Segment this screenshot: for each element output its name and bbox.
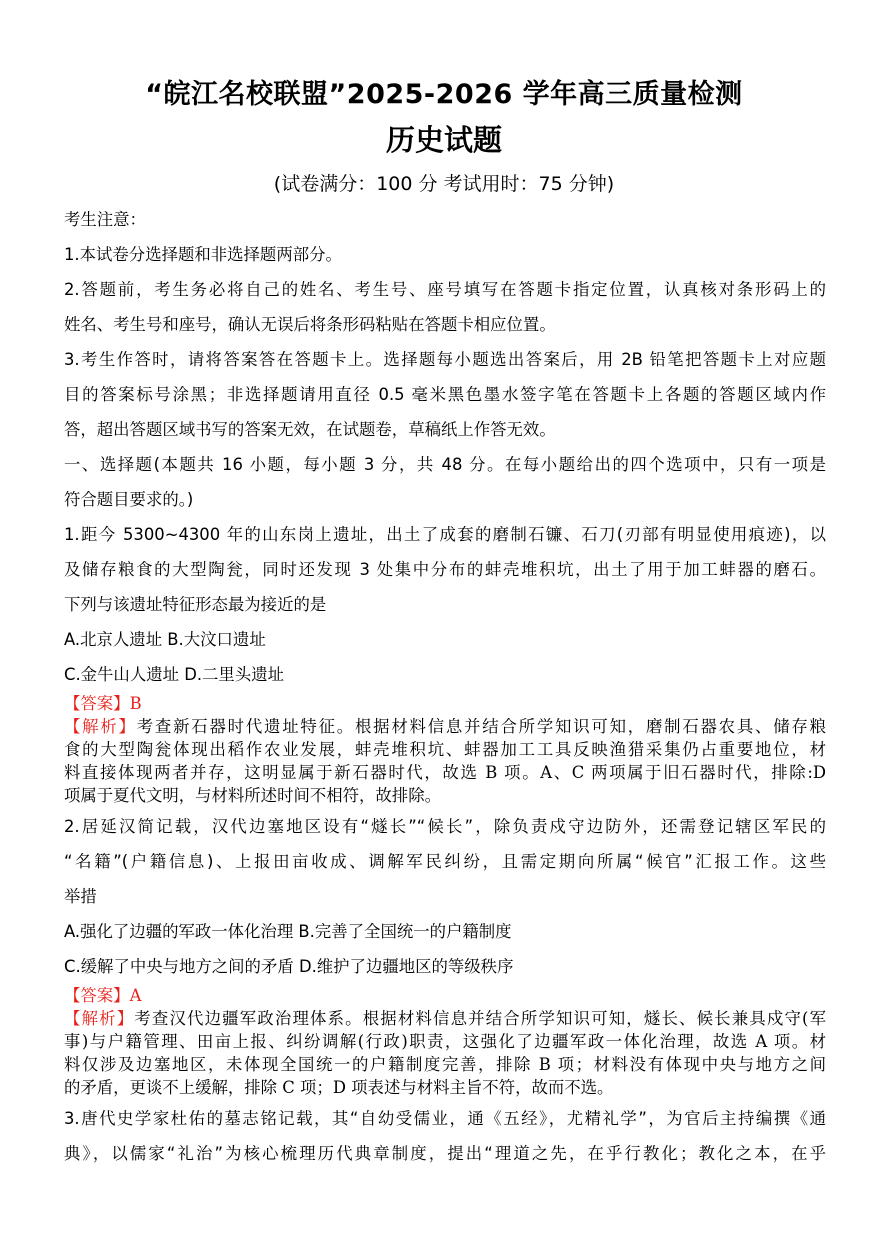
question-stem: 2.居延汉简记载，汉代边塞地区设有“燧长”“候长”，除负责戍守边防外，还需登记辖区军民的: [64, 817, 826, 836]
analysis-line: 的矛盾，更谈不上缓解，排除 C 项；D 项表述与材料主旨不符，故而不选。: [64, 1078, 614, 1097]
question-stem: 1.距今 5300~4300 年的山东岗上遗址，出土了成套的磨制石镰、石刀(刃部有明显使用痕迹)，以: [64, 525, 826, 544]
answer-label: 【答案】: [64, 694, 130, 713]
notice-line: 答，超出答题区域书写的答案无效，在试题卷，草稿纸上作答无效。: [64, 420, 556, 439]
question-options: C.缓解了中央与地方之间的矛盾 D.维护了边疆地区的等级秩序: [64, 957, 514, 976]
question-stem: 下列与该遗址特征形态最为接近的是: [64, 595, 327, 614]
analysis-text: 考查汉代边疆军政治理体系。根据材料信息并结合所学知识可知，燧长、候长兼具戍守(军: [134, 1009, 826, 1028]
question-stem: 3.唐代史学家杜佑的墓志铭记载，其“自幼受儒业，通《五经》，尤精礼学”，为官后主持编撰《通: [64, 1109, 826, 1128]
notice-line: 3.考生作答时，请将答案答在答题卡上。选择题每小题选出答案后，用 2B 铅笔把答题卡上对应题: [64, 350, 826, 369]
exam-title: “皖江名校联盟”2025-2026 学年高三质量检测: [145, 79, 743, 110]
answer-block: [64, 692, 826, 807]
answer-value: A: [129, 986, 142, 1005]
subject-title: 历史试题: [385, 123, 502, 157]
notice-line: 2.答题前，考生务必将自己的姓名、考生号、座号填写在答题卡指定位置，认真核对条形码上的: [64, 280, 826, 299]
exam-meta: (试卷满分：100 分 考试用时：75 分钟): [273, 173, 615, 195]
analysis-line: 食的大型陶瓮体现出稻作农业发展，蚌壳堆积坑、蚌器加工工具反映渔猎采集仍占重要地位，材: [64, 740, 826, 759]
question-options: A.强化了边疆的军政一体化治理 B.完善了全国统一的户籍制度: [64, 922, 512, 941]
analysis-line: [64, 1007, 826, 1030]
analysis-line: 料仅涉及边塞地区，未体现全国统一的户籍制度完善，排除 B 项；材料没有体现中央与地方之间: [64, 1055, 826, 1074]
exam-content: [64, 202, 826, 1171]
section-heading-cont: 符合题目要求的。): [64, 490, 194, 509]
analysis-label: 【解析】: [64, 717, 137, 736]
section-heading: 一、选择题(本题共 16 小题，每小题 3 分，共 48 分。在每小题给出的四个选项中，只有一项是: [64, 455, 826, 474]
analysis-text: 考查新石器时代遗址特征。根据材料信息并结合所学知识可知，磨制石器农具、储存粮: [136, 717, 827, 736]
notice-line: 目的答案标号涂黑；非选择题请用直径 0.5 毫米黑色墨水签字笔在答题卡上各题的答题区域内作: [64, 385, 826, 404]
question-stem: 及储存粮食的大型陶瓮，同时还发现 3 处集中分布的蚌壳堆积坑，出土了用于加工蚌器的磨石。: [64, 560, 826, 579]
answer-label: 【答案】: [64, 986, 130, 1005]
question-stem: “名籍”(户籍信息)、上报田亩收成、调解军民纠纷，且需定期向所属“候官”汇报工作。这些: [64, 852, 826, 871]
notice-line: 姓名、考生号和座号，确认无误后将条形码粘贴在答题卡相应位置。: [64, 315, 556, 334]
question-stem: 典》，以儒家“礼治”为核心梳理历代典章制度，提出“理道之先，在乎行教化；教化之本，在乎: [64, 1144, 826, 1163]
analysis-line: 料直接体现两者并存，这明显属于新石器时代，故选 B 项。A、C 两项属于旧石器时代，排除:D: [64, 763, 826, 782]
answer-value: B: [129, 694, 142, 713]
answer-block: [64, 984, 826, 1099]
question-options: A.北京人遗址 B.大汶口遗址: [64, 630, 266, 649]
analysis-line: [64, 715, 826, 738]
question-stem: 举措: [64, 887, 97, 906]
analysis-label: 【解析】: [64, 1009, 135, 1028]
answer-line: [64, 984, 826, 1007]
notice-line: 1.本试卷分选择题和非选择题两部分。: [64, 245, 342, 264]
answer-line: [64, 692, 826, 715]
notice-heading: 考生注意：: [64, 210, 146, 229]
question-options: C.金牛山人遗址 D.二里头遗址: [64, 665, 284, 684]
analysis-line: 事)与户籍管理、田亩上报、纠纷调解(行政)职责，这强化了边疆军政一体化治理，故选 A 项。材: [64, 1032, 826, 1051]
analysis-line: 项属于夏代文明，与材料所述时间不相符，故排除。: [64, 786, 441, 805]
